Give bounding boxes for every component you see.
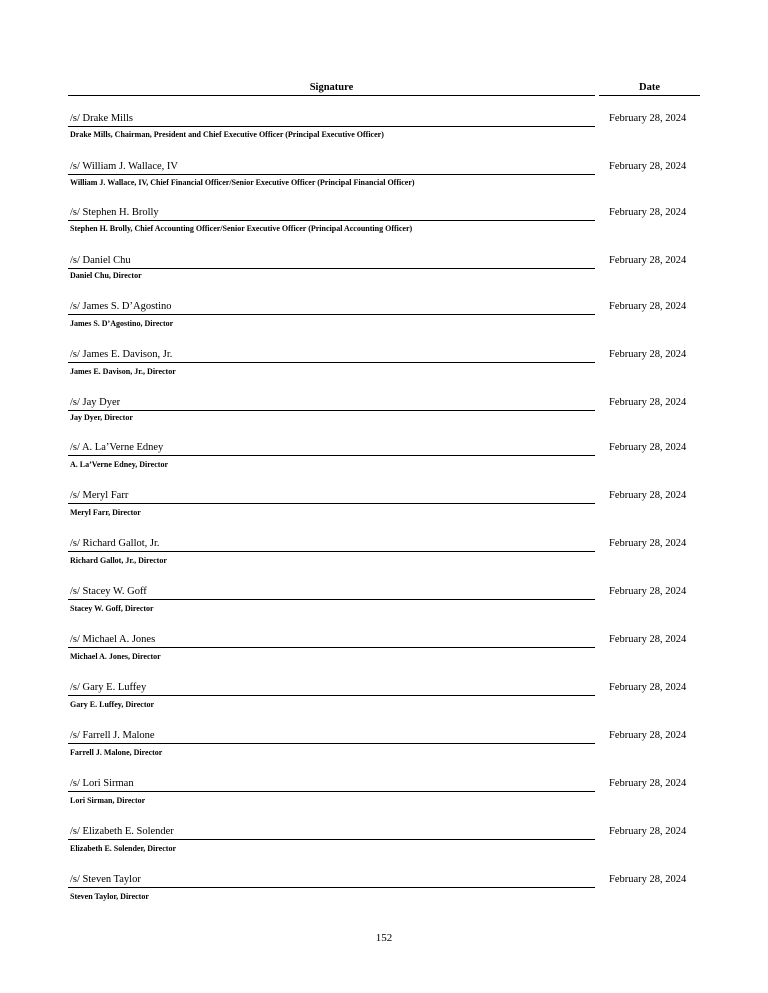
signatory-title: Daniel Chu, Director <box>70 271 142 280</box>
signature-block <box>68 681 700 717</box>
signatory-title: Stacey W. Goff, Director <box>70 604 154 613</box>
signature-block <box>68 396 700 432</box>
signature-date: February 28, 2024 <box>609 874 687 885</box>
signature-column-header: Signature <box>68 82 595 96</box>
signatory-title: William J. Wallace, IV, Chief Financial Officer/Senior Executive Officer (Principal Financial Officer) <box>70 178 415 187</box>
signatory-title: Gary E. Luffey, Director <box>70 700 155 709</box>
signature-block <box>68 254 700 290</box>
signature-date: February 28, 2024 <box>609 207 687 218</box>
signature-line: /s/ Lori Sirman <box>68 777 595 792</box>
signatory-title: Jay Dyer, Director <box>70 413 133 422</box>
signature-date: February 28, 2024 <box>609 682 687 693</box>
signature-date: February 28, 2024 <box>609 634 687 645</box>
signature-block <box>68 777 700 813</box>
signature-date: February 28, 2024 <box>609 397 687 408</box>
signature-line: /s/ Daniel Chu <box>68 254 595 269</box>
signature-block <box>68 585 700 621</box>
signature-line: /s/ Meryl Farr <box>68 489 595 504</box>
signature-line: /s/ Stacey W. Goff <box>68 585 595 600</box>
signature-line: /s/ Jay Dyer <box>68 396 595 411</box>
signature-line: /s/ Drake Mills <box>68 112 595 127</box>
signatory-title: Elizabeth E. Solender, Director <box>70 844 176 853</box>
signature-date: February 28, 2024 <box>609 301 687 312</box>
signature-date: February 28, 2024 <box>609 255 687 266</box>
signature-date: February 28, 2024 <box>609 490 687 501</box>
signatory-title: James S. D’Agostino, Director <box>70 319 174 328</box>
signature-date: February 28, 2024 <box>609 442 687 453</box>
signature-line: /s/ Elizabeth E. Solender <box>68 825 595 840</box>
signature-line: /s/ Farrell J. Malone <box>68 729 595 744</box>
signature-date: February 28, 2024 <box>609 161 687 172</box>
signatory-title: Stephen H. Brolly, Chief Accounting Officer/Senior Executive Officer (Principal Accounting Officer) <box>70 224 413 233</box>
signature-line: /s/ James E. Davison, Jr. <box>68 348 595 363</box>
signatory-title: James E. Davison, Jr., Director <box>70 367 176 376</box>
signature-block <box>68 633 700 669</box>
signature-table-header <box>68 82 700 98</box>
date-column-header: Date <box>599 82 700 96</box>
signature-block <box>68 300 700 336</box>
signature-line: /s/ A. La’Verne Edney <box>68 441 595 456</box>
signature-date: February 28, 2024 <box>609 538 687 549</box>
signatory-title: Steven Taylor, Director <box>70 892 149 901</box>
signature-block <box>68 873 700 909</box>
signature-date: February 28, 2024 <box>609 349 687 360</box>
signature-block <box>68 206 700 242</box>
signatory-title: Richard Gallot, Jr., Director <box>70 556 167 565</box>
signature-line: /s/ Richard Gallot, Jr. <box>68 537 595 552</box>
signature-block <box>68 348 700 384</box>
signature-line: /s/ James S. D’Agostino <box>68 300 595 315</box>
signature-block <box>68 825 700 861</box>
page-number: 152 <box>375 932 393 944</box>
signatory-title: Drake Mills, Chairman, President and Chief Executive Officer (Principal Executive Officer) <box>70 130 384 139</box>
signatory-title: Farrell J. Malone, Director <box>70 748 163 757</box>
signature-date: February 28, 2024 <box>609 778 687 789</box>
signature-block <box>68 441 700 477</box>
signature-date: February 28, 2024 <box>609 826 687 837</box>
signature-line: /s/ Stephen H. Brolly <box>68 206 595 221</box>
signatory-title: Michael A. Jones, Director <box>70 652 161 661</box>
signature-block <box>68 160 700 196</box>
signatory-title: Lori Sirman, Director <box>70 796 146 805</box>
signature-block <box>68 489 700 525</box>
signature-date: February 28, 2024 <box>609 113 687 124</box>
signature-block <box>68 112 700 148</box>
signature-line: /s/ William J. Wallace, IV <box>68 160 595 175</box>
signature-line: /s/ Michael A. Jones <box>68 633 595 648</box>
signature-block <box>68 537 700 573</box>
signatory-title: A. La’Verne Edney, Director <box>70 460 168 469</box>
signature-block <box>68 729 700 765</box>
signature-line: /s/ Steven Taylor <box>68 873 595 888</box>
signature-date: February 28, 2024 <box>609 730 687 741</box>
signatory-title: Meryl Farr, Director <box>70 508 141 517</box>
signature-line: /s/ Gary E. Luffey <box>68 681 595 696</box>
signature-date: February 28, 2024 <box>609 586 687 597</box>
